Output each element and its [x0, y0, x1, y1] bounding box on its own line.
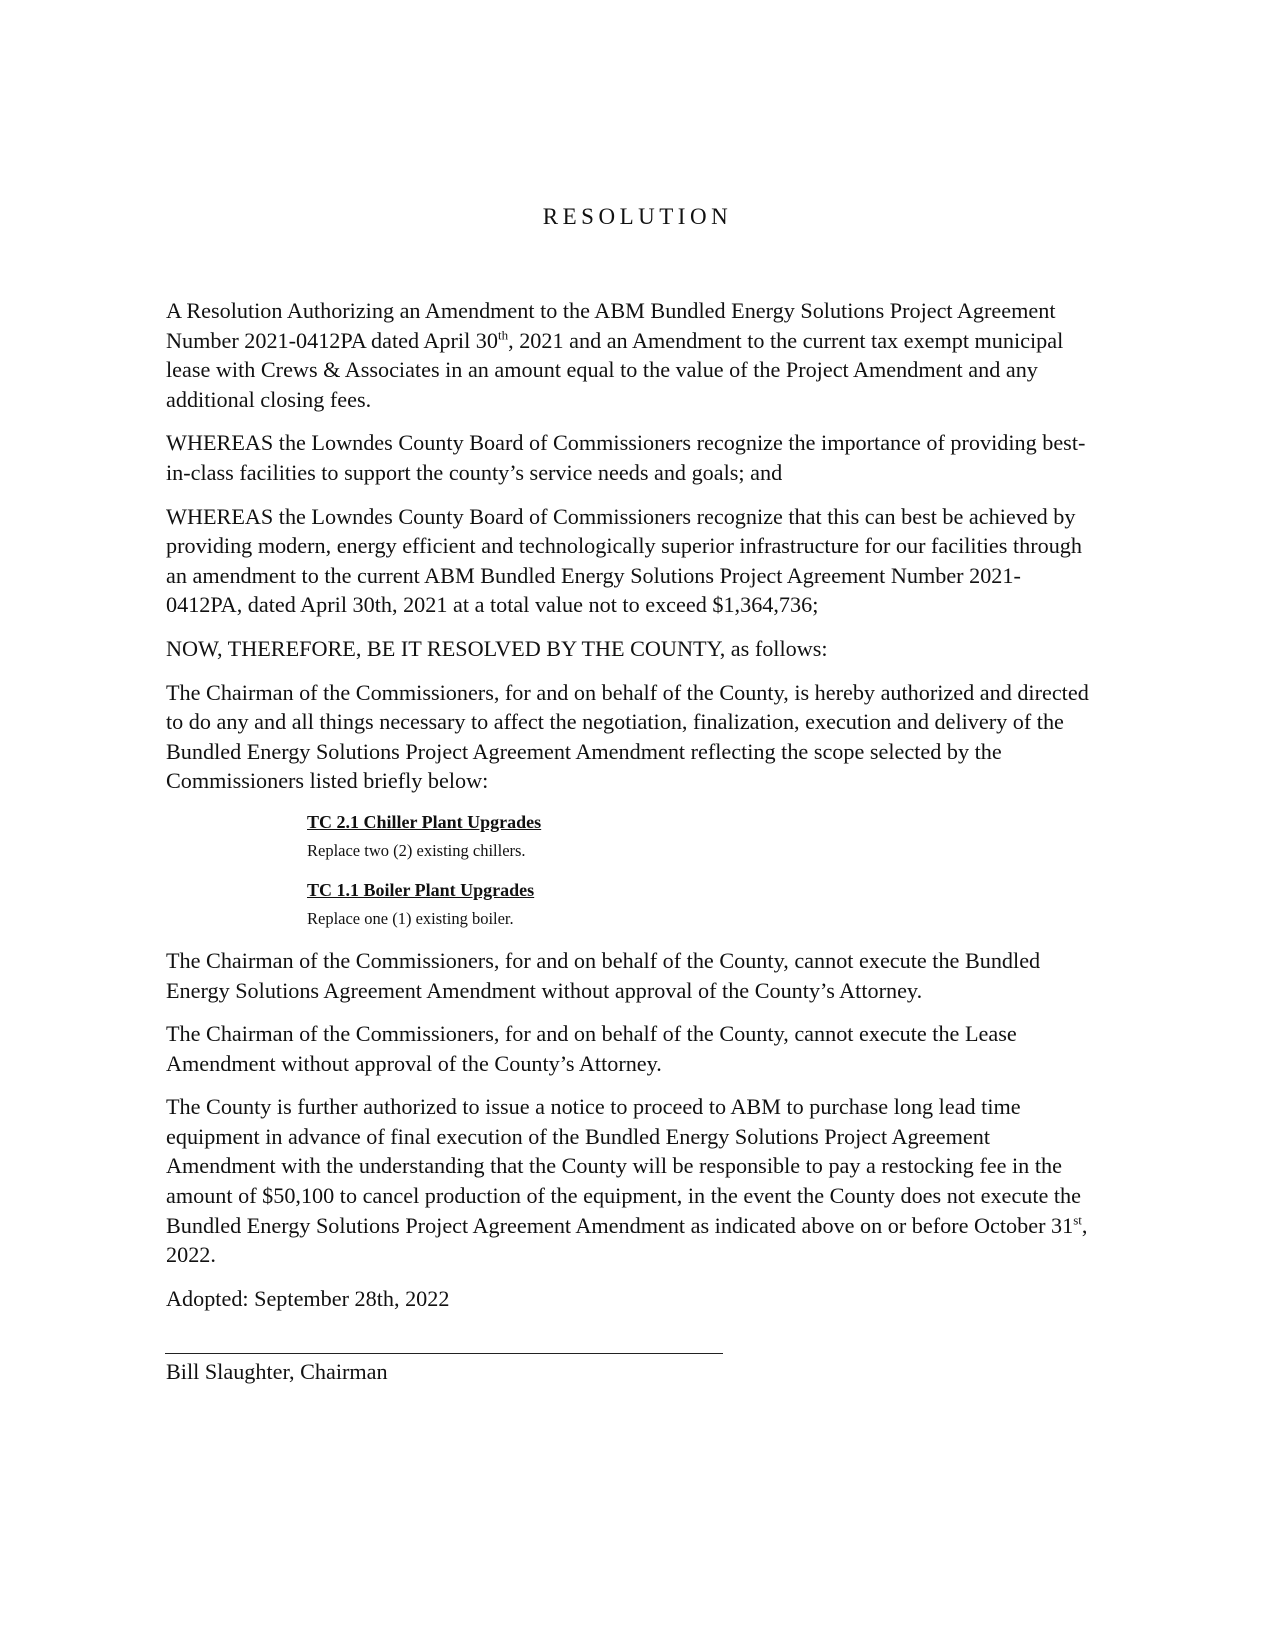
signature-block — [166, 1353, 1096, 1387]
notice-text-end: , 2022. — [166, 1212, 1088, 1268]
resolved-paragraph: NOW, THEREFORE, BE IT RESOLVED BY THE COUNTY, as follows: — [166, 635, 828, 661]
scope-description-chiller: Replace two (2) existing chillers. — [307, 840, 526, 860]
intro-superscript: th — [497, 327, 509, 343]
authorization-paragraph: The Chairman of the Commissioners, for and on behalf of the County, is hereby authorized and directed to do any and all things necessary to affect the negotiation, finalization, execution and delivery of the Bundled Energy Solutions Project Agreement Amendment reflecting the scope selected by the Commissioners listed briefly below: — [166, 679, 1089, 794]
signatory-name: Bill Slaughter, Chairman — [166, 1359, 388, 1385]
intro-text-end: , 2021 and an Amendment to the current tax exempt municipal lease with Crews & Associates in an amount equal to the value of the Project Amendment and any additional closing fees. — [166, 327, 1064, 412]
intro-paragraph — [166, 296, 1096, 414]
condition-paragraph-2: The Chairman of the Commissioners, for and on behalf of the County, cannot execute the Lease Amendment without approval of the County’s Attorney. — [166, 1021, 1017, 1076]
notice-paragraph — [166, 1092, 1096, 1270]
scope-heading-chiller: TC 2.1 Chiller Plant Upgrades — [307, 811, 542, 832]
document-body — [166, 296, 1096, 1387]
scope-heading-boiler: TC 1.1 Boiler Plant Upgrades — [307, 879, 535, 900]
notice-text: The County is further authorized to issue a notice to proceed to ABM to purchase long lead time equipment in advance of final execution of the Bundled Energy Solutions Project Agreement Amendment with the understanding that the County will be responsible to pay a restocking fee in the amount of $50,100 to cancel production of the equipment, in the event the County does not execute the Bundled Energy Solutions Project Agreement Amendment as indicated above on or before October 31 — [166, 1094, 1081, 1238]
signature-line — [165, 1353, 723, 1354]
scope-description-boiler: Replace one (1) existing boiler. — [307, 908, 514, 928]
whereas-paragraph-1: WHEREAS the Lowndes County Board of Commissioners recognize the importance of providing best-in-class facilities to support the county’s service needs and goals; and — [166, 430, 1086, 485]
document-title: RESOLUTION — [542, 204, 733, 229]
scope-list — [307, 810, 1096, 930]
intro-text: A Resolution Authorizing an Amendment to the ABM Bundled Energy Solutions Project Agreement Number 2021-0412PA dated April 30 — [166, 298, 1056, 353]
adopted-date: Adopted: September 28th, 2022 — [166, 1285, 450, 1311]
notice-superscript: st — [1073, 1212, 1082, 1228]
condition-paragraph-1: The Chairman of the Commissioners, for and on behalf of the County, cannot execute the Bundled Energy Solutions Agreement Amendment without approval of the County’s Attorney. — [166, 947, 1041, 1003]
whereas-paragraph-2: WHEREAS the Lowndes County Board of Commissioners recognize that this can best be achieved by providing modern, energy efficient and technologically superior infrastructure for our facilities through an amendment to the current ABM Bundled Energy Solutions Project Agreement Number 2021-0412PA, dated April 30th, 2021 at a total value not to exceed $1,364,736; — [166, 503, 1082, 618]
